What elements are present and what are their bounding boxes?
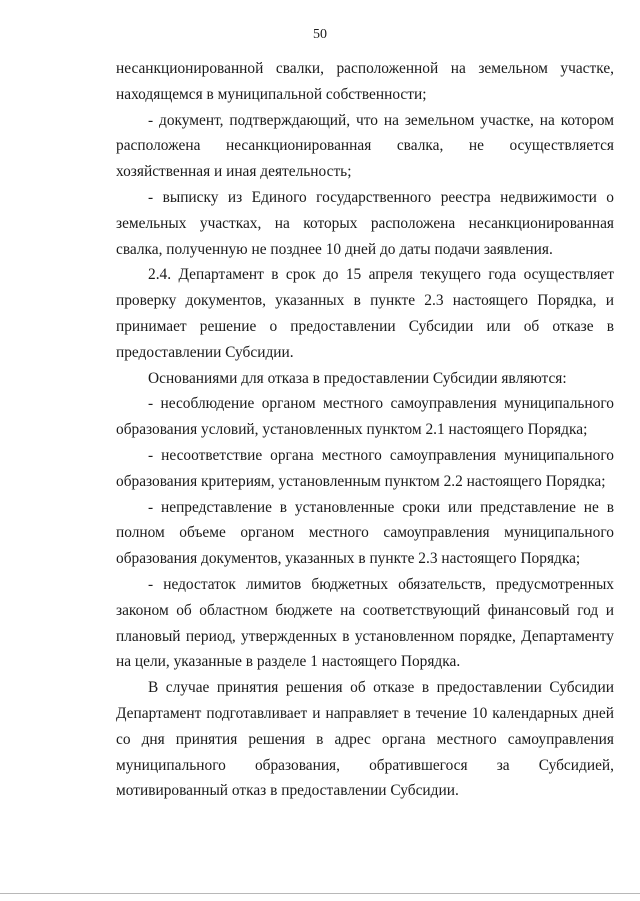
list-item: - несоответствие органа местного самоуправления муниципального образования критериям, установленным пунктом 2.2 настоящего Порядка; — [116, 446, 614, 490]
list-item: - недостаток лимитов бюджетных обязательств, предусмотренных законом об областном бюджете на соответствующий финансовый год и плановый период, утвержденных в установленном порядке, Департаменту на цели, указанные в разделе 1 настоящего Порядка. — [116, 575, 614, 671]
paragraph: В случае принятия решения об отказе в предоставлении Субсидии Департамент подготавливает и направляет в течение 10 календарных дней со дня принятия решения в адрес органа местного самоуправления муниципального образования, обратившегося за Субсидией, мотивированный отказ в предоставлении Субсидии. — [116, 679, 614, 800]
page-number: 50 — [313, 27, 327, 42]
paragraph: несанкционированной свалки, расположенной на земельном участке, находящемся в муниципальной собственности; — [116, 60, 614, 103]
list-item: - несоблюдение органом местного самоуправления муниципального образования условий, установленных пунктом 2.1 настоящего Порядка; — [116, 395, 614, 439]
document-body — [116, 56, 614, 804]
page-bottom-edge — [0, 893, 640, 894]
paragraph: 2.4. Департамент в срок до 15 апреля текущего года осуществляет проверку документов, указанных в пункте 2.3 настоящего Порядка, и принимает решение о предоставлении Субсидии или об отказе в предоставлении Субсидии. — [116, 266, 614, 361]
list-item: - выписку из Единого государственного реестра недвижимости о земельных участках, на которых расположена несанкционированная свалка, полученную не позднее 10 дней до даты подачи заявления. — [116, 188, 614, 258]
list-item: - непредставление в установленные сроки или представление не в полном объеме органом местного самоуправления муниципального образования документов, указанных в пункте 2.3 настоящего Порядка; — [116, 498, 614, 568]
list-item: - документ, подтверждающий, что на земельном участке, на котором расположена несанкционированная свалка, не осуществляется хозяйственная и иная деятельность; — [116, 111, 614, 181]
paragraph: Основаниями для отказа в предоставлении Субсидии являются: — [148, 369, 567, 387]
